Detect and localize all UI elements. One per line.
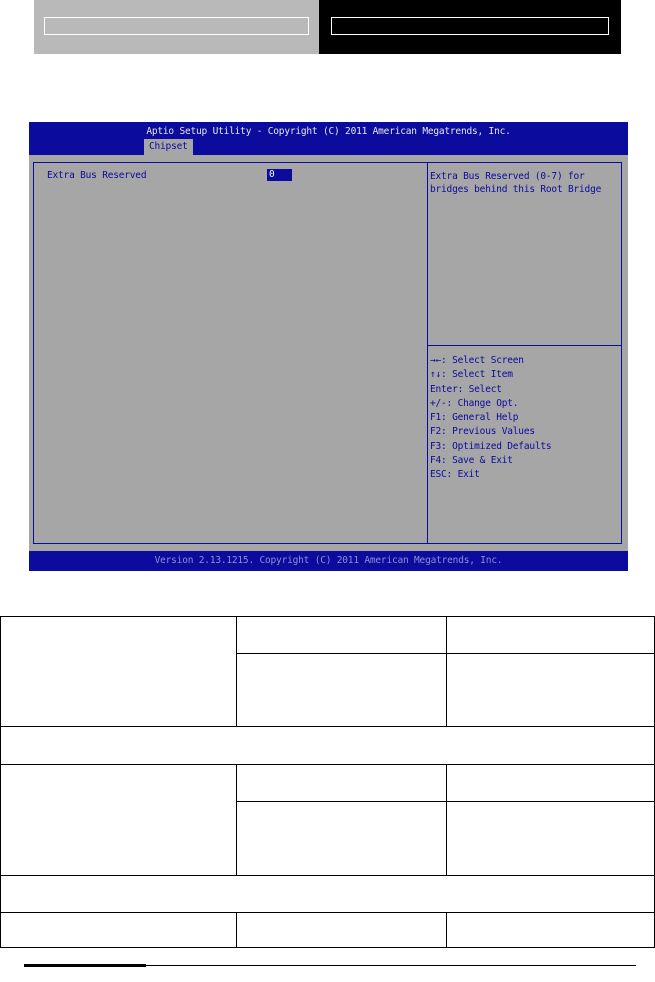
help-text: Extra Bus Reserved (0-7) for bridges behind this Root Bridge xyxy=(430,171,602,195)
key-save-exit: F4: Save & Exit xyxy=(430,455,513,467)
table-cell xyxy=(446,764,655,802)
table-cell xyxy=(236,801,447,876)
top-banner xyxy=(34,0,621,54)
table-cell xyxy=(446,653,655,727)
table-cell xyxy=(0,764,237,876)
table-cell xyxy=(236,764,447,802)
key-exit: ESC: Exit xyxy=(430,469,480,481)
vertical-divider xyxy=(427,162,428,544)
extra-bus-reserved-label[interactable]: Extra Bus Reserved xyxy=(47,170,147,181)
key-select-screen: →←: Select Screen xyxy=(430,355,524,366)
bios-body xyxy=(29,155,628,551)
tab-chipset[interactable]: Chipset xyxy=(144,139,193,155)
bios-title: Aptio Setup Utility - Copyright (C) 2011 American Megatrends, Inc. xyxy=(146,126,511,137)
key-select-item: ↑↓: Select Item xyxy=(430,369,513,381)
table-cell xyxy=(236,912,447,948)
table-row xyxy=(0,875,655,913)
key-previous-values: F2: Previous Values xyxy=(430,426,535,438)
key-change-opt: +/-: Change Opt. xyxy=(430,397,519,409)
table-cell xyxy=(446,912,655,948)
page-footer-rule-accent xyxy=(24,964,146,967)
table-row xyxy=(0,726,655,765)
table-cell xyxy=(0,912,237,948)
key-optimized-defaults: F3: Optimized Defaults xyxy=(430,440,552,452)
key-enter-select: Enter: Select xyxy=(430,383,502,395)
help-divider xyxy=(428,345,622,346)
banner-left-bar xyxy=(44,17,309,35)
bios-footer: Version 2.13.1215. Copyright (C) 2011 American Megatrends, Inc. xyxy=(154,555,503,566)
extra-bus-reserved-field[interactable]: 0 xyxy=(267,169,292,181)
bios-frame xyxy=(33,162,622,544)
table-cell xyxy=(236,616,447,654)
table-cell xyxy=(236,653,447,727)
key-general-help: F1: General Help xyxy=(430,412,519,424)
table-cell xyxy=(446,616,655,654)
table-cell xyxy=(0,616,237,727)
bios-screen xyxy=(29,122,628,571)
option-table xyxy=(0,616,655,948)
banner-right-bar xyxy=(331,17,609,35)
banner-left-panel xyxy=(34,0,319,54)
table-cell xyxy=(446,801,655,876)
banner-right-panel xyxy=(319,0,621,54)
key-legend xyxy=(430,354,551,483)
